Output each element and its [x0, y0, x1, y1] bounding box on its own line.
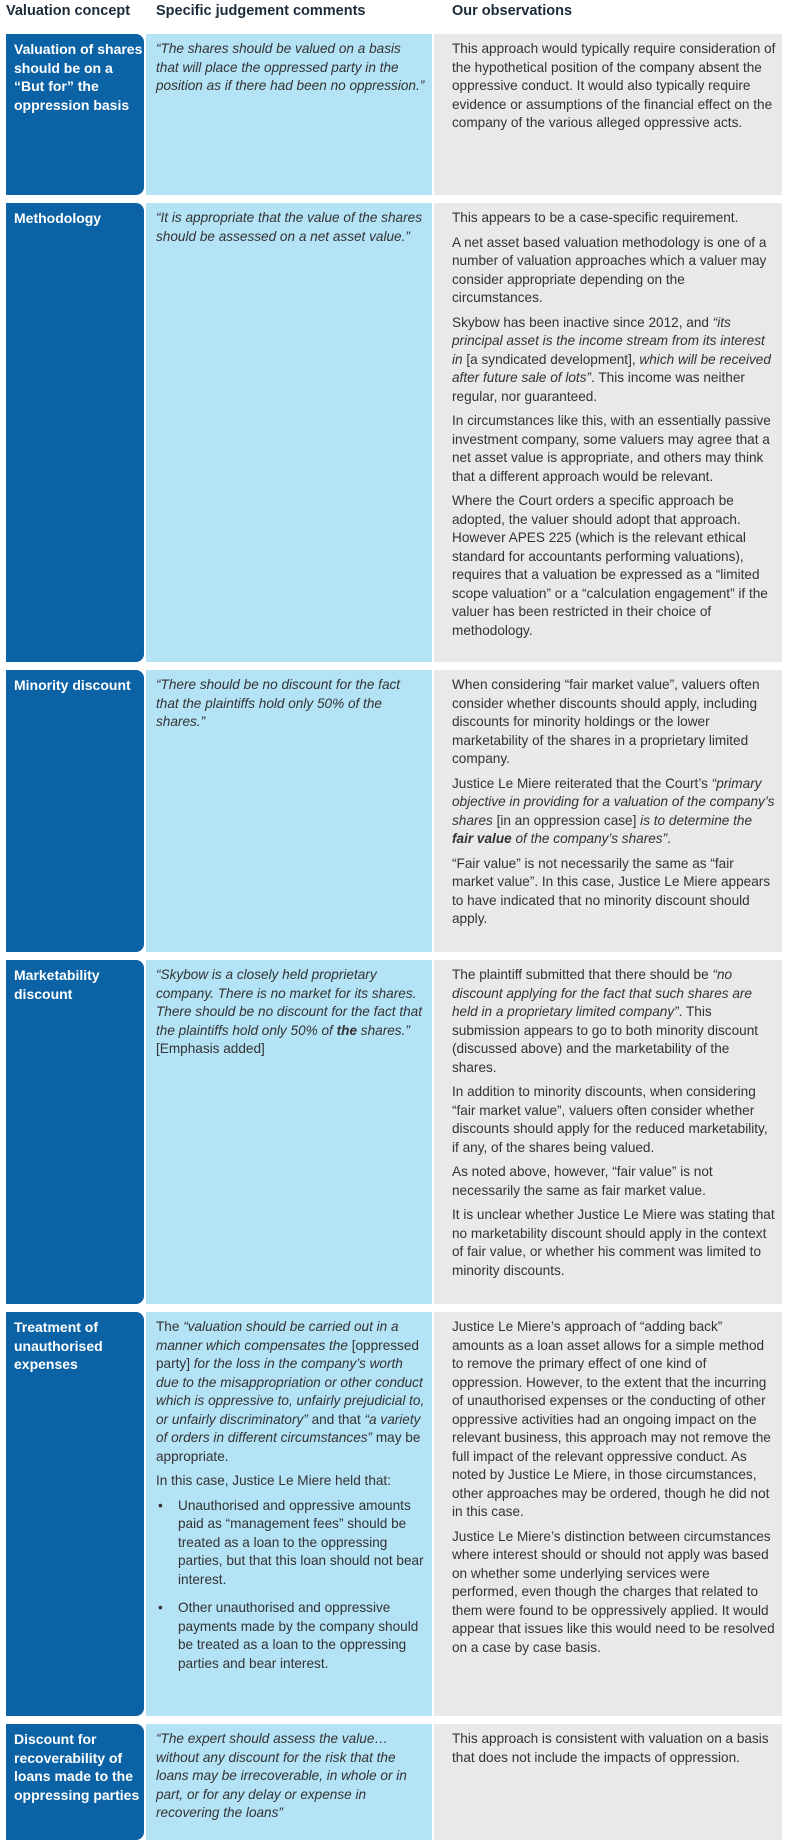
observation-paragraph: [452, 314, 776, 407]
header-judgement-comments: Specific judgement comments: [156, 3, 366, 19]
concept-cell: Treatment of unauthorised expenses: [6, 1312, 144, 1716]
table-row: [0, 670, 788, 952]
header-our-observations: Our observations: [452, 3, 573, 19]
observation-paragraph: It is unclear whether Justice Le Miere was stating that no marketability discount should apply in the context of fair value, or whether his comment was limited to minority discounts.: [452, 1207, 775, 1278]
observation-paragraph: This approach is consistent with valuation on a basis that does not include the impacts of oppression.: [452, 1731, 769, 1765]
judgement-cell: “The expert should assess the value… without any discount for the risk that the loans may be irrecoverable, in whole or in part, or for any delay or expense in recovering the loans”: [146, 1724, 432, 1840]
observation-paragraph: When considering “fair market value”, valuers often consider whether discounts should apply, including discounts for minority holdings or the lower marketability of the shares in a proprietary limited company.: [452, 677, 760, 766]
text-run: .: [667, 831, 671, 846]
list-item: [156, 1599, 426, 1673]
observation-paragraph: A net asset based valuation methodology is one of a number of valuation approaches which a valuer may consider appropriate depending on the circumstances.: [452, 234, 767, 305]
text-run: [Emphasis added]: [156, 1041, 265, 1056]
quote-run: of the company’s shares”: [511, 831, 668, 846]
observations-cell: [434, 34, 782, 195]
text-run: [in an oppression case]: [492, 812, 641, 828]
quote-run: “valuation should be carried out in a manner which compensates the: [156, 1319, 399, 1353]
list-item-text: Unauthorised and oppressive amounts paid as “management fees” should be treated as a loan to the oppressing parties, but that this loan should not bear interest.: [178, 1497, 424, 1587]
observations-cell: [434, 1724, 782, 1840]
observations-cell: [434, 1312, 782, 1716]
observation-paragraph: In circumstances like this, with an essentially passive investment company, some valuers may agree that a net asset value is appropriate, and others may think that a different approach would be relevant.: [452, 413, 771, 484]
text-run: . This submission appears to go to both minority discount (discussed above) and the marketability of the shares.: [452, 1004, 759, 1075]
judgement-paragraph: In this case, Justice Le Miere held that:: [156, 1473, 391, 1488]
judgement-cell: [146, 1312, 432, 1716]
text-run: The: [156, 1319, 184, 1334]
list-item-text: Other unauthorised and oppressive payments made by the company should be treated as a loan to the oppressing parties and bear interest.: [178, 1600, 419, 1671]
table-row: [0, 203, 788, 662]
bullet-marker: •: [158, 1600, 163, 1615]
observations-cell: [434, 960, 782, 1304]
observation-paragraph: [452, 775, 776, 849]
text-run: and that: [307, 1411, 365, 1427]
quote-run: “a variety of orders in different circumstances”: [156, 1411, 421, 1445]
quote-run: “no discount applying for the fact that such shares are held in a proprietary limited company”: [452, 967, 752, 1019]
text-run: [oppressed party]: [156, 1337, 419, 1371]
concept-cell: Discount for recoverability of loans made to the oppressing parties: [6, 1724, 144, 1840]
emphasis-run: the: [336, 1022, 357, 1038]
text-run: . This income was neither regular, nor guaranteed.: [452, 370, 745, 404]
observation-paragraph: Justice Le Miere’s distinction between circumstances where interest should or should not apply was based on whether some underlying services were performed, even though the charges that related to them were found to be oppressively applied. It would appear that issues like this would need to be resolved on a case by case basis.: [452, 1528, 775, 1655]
quote-run: which will be received after future sale of lots”: [452, 351, 771, 385]
quote-run: “primary objective in providing for a valuation of the company’s shares: [452, 775, 775, 828]
judgement-paragraph: [156, 1318, 426, 1466]
text-run: [a syndicated development],: [462, 351, 640, 367]
quote-run: shares.”: [357, 1022, 410, 1038]
table-row: [0, 1312, 788, 1716]
judgement-cell: [146, 960, 432, 1304]
observation-paragraph: As noted above, however, “fair value” is not necessarily the same as fair market value.: [452, 1164, 713, 1198]
observations-cell: [434, 203, 782, 662]
concept-cell: Methodology: [6, 203, 144, 662]
quote-run: for the loss in the company’s worth due to the misappropriation or other conduct which is oppressive to, unfairly prejudicial to, or unfairly discriminatory”: [156, 1356, 425, 1427]
list-item: [156, 1497, 426, 1590]
judgement-cell: “It is appropriate that the value of the shares should be assessed on a net asset value.”: [146, 203, 432, 662]
quote-run: is to determine the: [640, 812, 753, 828]
text-run: Skybow has been inactive since 2012, and: [452, 314, 713, 330]
text-run: The plaintiff submitted that there should be: [452, 967, 713, 982]
header-valuation-concept: Valuation concept: [6, 3, 131, 19]
observation-paragraph: “Fair value” is not necessarily the same as “fair market value”. In this case, Justice Le Miere appears to have indicated that no minority discount should apply.: [452, 855, 771, 926]
concept-cell: Marketability discount: [6, 960, 144, 1304]
emphasis-run: fair value: [452, 831, 512, 846]
observations-cell: [434, 670, 782, 952]
text-run: may be appropriate.: [156, 1430, 421, 1464]
observation-paragraph: This approach would typically require consideration of the hypothetical position of the company absent the oppressive conduct. It would also typically require evidence or assumptions of the financial effect on the company of the various alleged oppressive acts.: [452, 41, 776, 130]
observation-paragraph: Where the Court orders a specific approach be adopted, the valuer should adopt that approach. However APES 225 (which is the relevant ethical standard for accountants performing valuations), requires that a valuation be expressed as a “limited scope valuation” or a “calculation engagement” if the valuer has been restricted in their choice of methodology.: [452, 493, 768, 638]
bullet-list: [156, 1497, 426, 1674]
bullet-marker: •: [158, 1497, 163, 1513]
table-row: [0, 960, 788, 1304]
observation-paragraph: [452, 966, 776, 1077]
quote-run: “Skybow is a closely held proprietary company. There is no market for its shares. There should be no discount for the fact that the plaintiffs hold only 50% of: [156, 967, 423, 1038]
concept-cell: Minority discount: [6, 670, 144, 952]
observation-paragraph: In addition to minority discounts, when considering “fair market value”, valuers often consider whether discounts should apply for the reduced marketability, if any, of the shares being valued.: [452, 1084, 768, 1155]
table-row: [0, 1724, 788, 1840]
concept-cell: Valuation of shares should be on a “But for” the oppression basis: [6, 34, 144, 195]
table-row: [0, 34, 788, 195]
observation-paragraph: This appears to be a case-specific requirement.: [452, 210, 739, 225]
observation-paragraph: Justice Le Miere’s approach of “adding back” amounts as a loan asset allows for a simple method to remove the primary effect of one kind of oppression. However, to the extent that the incurring of unauthorised expenses or the conducting of other oppressive activities had an ongoing impact on the relevant business, this approach may not remove the full impact of the relevant oppressive conduct. As noted by Justice Le Miere, in those circumstances, other approaches may be ordered, though he did not in this case.: [452, 1319, 771, 1519]
text-run: Justice Le Miere reiterated that the Court’s: [452, 775, 712, 791]
judgement-cell: “There should be no discount for the fact that the plaintiffs hold only 50% of the shares.”: [146, 670, 432, 952]
judgement-cell: “The shares should be valued on a basis that will place the oppressed party in the position as if there had been no oppression.”: [146, 34, 432, 195]
quote-run: “its principal asset is the income stream from its interest in: [452, 314, 765, 367]
